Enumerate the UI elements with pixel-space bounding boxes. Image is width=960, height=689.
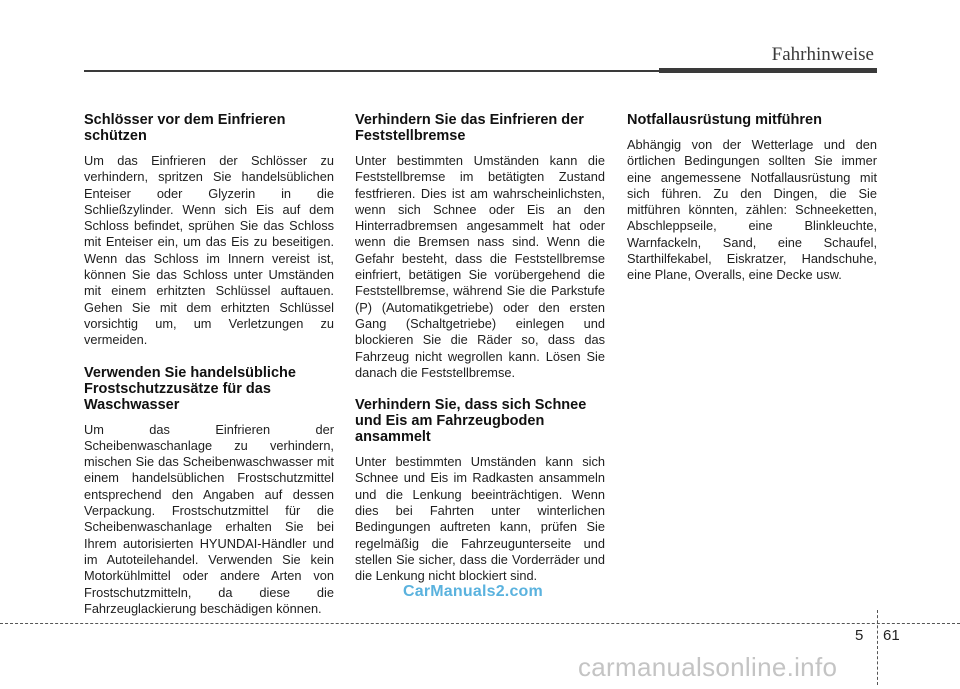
footer-separator bbox=[877, 610, 878, 685]
page-header-title: Fahrhinweise bbox=[771, 44, 874, 65]
column-left bbox=[84, 112, 334, 633]
footer-rule bbox=[0, 623, 960, 624]
section-body: Unter bestimmten Umständen kann die Feststellbremse im betätigten Zustand festfrieren. Dies ist am wahrscheinlichsten, wenn sich Schnee oder Eis an den Hinterradbremsen angesammelt hat oder wenn die Bremsen nass sind. Wenn die Gefahr besteht, dass die Feststellbremse einfriert, betätigen Sie vorübergehend die Feststellbremse, während Sie die Parkstufe (P) (Automatikgetriebe) oder den ersten Gang (Schaltgetriebe) einlegen und blockieren Sie die Räder so, dass das Fahrzeug nicht wegrollen kann. Lösen Sie danach die Feststellbremse. bbox=[355, 153, 605, 380]
column-right bbox=[627, 112, 877, 300]
chapter-number: 5 bbox=[855, 627, 864, 644]
carmanuals-watermark-link[interactable]: CarManuals2.com bbox=[403, 583, 543, 600]
site-watermark: carmanualsonline.info bbox=[578, 652, 838, 682]
section-heading: Verhindern Sie das Einfrieren der Feststellbremse bbox=[355, 112, 584, 144]
column-middle bbox=[355, 112, 605, 601]
section-heading: Verhindern Sie, dass sich Schnee und Eis am Fahrzeugboden ansammelt bbox=[355, 397, 587, 446]
header-rule bbox=[84, 70, 659, 72]
section-heading: Verwenden Sie handelsübliche Frostschutzzusätze für das Waschwasser bbox=[84, 364, 296, 413]
section-heading: Notfallausrüstung mitführen bbox=[627, 112, 822, 128]
header-rule-accent bbox=[659, 68, 877, 73]
section-body: Um das Einfrieren der Schlösser zu verhindern, spritzen Sie handelsüblichen Enteiser oder Glyzerin in die Schließzylinder. Wenn sich Eis auf dem Schloss befindet, sprühen Sie das Schloss mit Enteiser ein, um das Eis zu beseitigen. Wenn das Schloss im Innern vereist ist, können Sie das Schloss unter Umständen mit einem erhitzten Schlüssel auftauen. Gehen Sie mit dem erhitzten Schlüssel vorsichtig um, um Verletzungen zu vermeiden. bbox=[84, 153, 334, 348]
page-number: 61 bbox=[883, 627, 900, 644]
section-body: Abhängig von der Wetterlage und den örtlichen Bedingungen sollten Sie immer eine angemessene Notfallausrüstung mit sich führen. Zu den Dingen, die Sie mitführen könnten, zählen: Schneeketten, Abschleppseile, eine Blinkleuchte, Warnfackeln, Sand, eine Schaufel, Starthilfekabel, Eiskratzer, Handschuhe, eine Plane, Overalls, eine Decke usw. bbox=[627, 137, 877, 283]
section-body: Unter bestimmten Umständen kann sich Schnee und Eis im Radkasten ansammeln und die Lenkung beeinträchtigen. Wenn dies bei Fahrten unter winterlichen Bedingungen auftreten kann, prüfen Sie regelmäßig die Fahrzeugunterseite und stellen Sie sicher, dass die Vorderräder und die Lenkung nicht blockiert sind. bbox=[355, 454, 605, 584]
section-heading: Schlösser vor dem Einfrieren schützen bbox=[84, 112, 286, 144]
section-body: Um das Einfrieren der Scheibenwaschanlage zu verhindern, mischen Sie das Scheibenwaschwasser mit einem handelsüblichen Frostschutzmittel entsprechend den Angaben auf dessen Verpackung. Frostschutzmittel für die Scheibenwaschanlage erhalten Sie bei Ihrem autorisierten HYUNDAI-Händler und im Autoteilehandel. Verwenden Sie kein Motorkühlmittel oder andere Arten von Frostschutzmitteln, da diese die Fahrzeuglackierung beschädigen können. bbox=[84, 421, 334, 616]
